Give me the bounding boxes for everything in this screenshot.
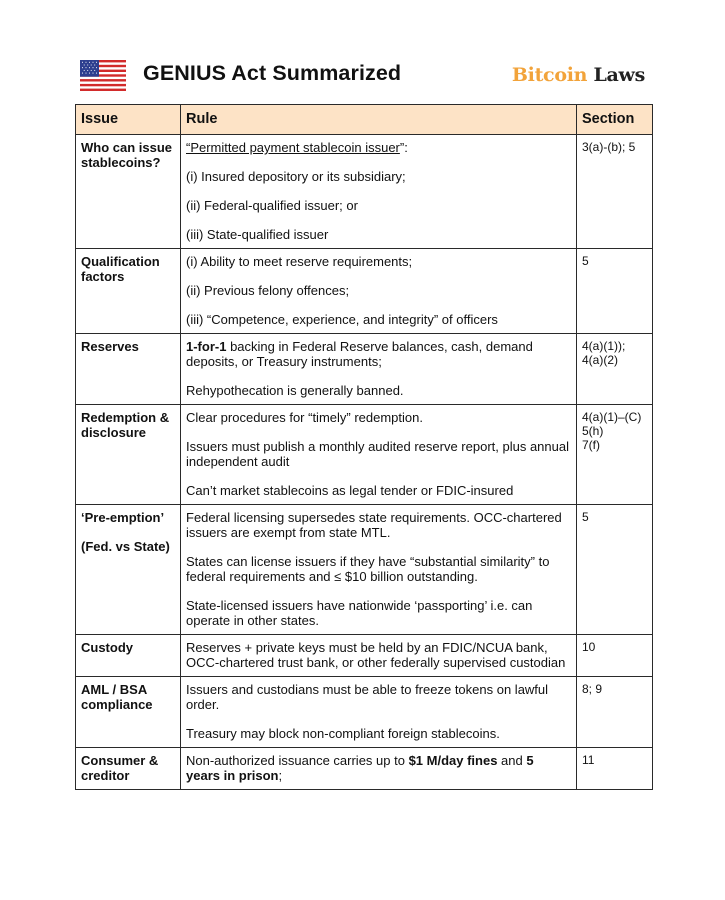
rule-paragraph: (iii) “Competence, experience, and integrity” of officers — [186, 312, 498, 327]
issue-text: Redemption & disclosure — [81, 410, 170, 440]
brand-part-2: Laws — [593, 64, 645, 86]
issue-text: Reserves — [81, 339, 139, 354]
rule-emphasis: $1 M/day fines — [408, 753, 498, 768]
rule-cell — [181, 135, 577, 249]
summary-table — [75, 104, 653, 790]
rule-cell — [181, 249, 577, 334]
table-row — [76, 405, 653, 505]
table-row — [76, 635, 653, 677]
issue-cell — [76, 635, 181, 677]
brand-part-1: Bitcoin — [511, 64, 588, 86]
rule-paragraph — [186, 140, 571, 155]
rule-paragraph: Clear procedures for “timely” redemption. — [186, 410, 423, 425]
rule-text: and — [497, 753, 527, 768]
rule-paragraph: Rehypothecation is generally banned. — [186, 383, 404, 398]
rule-paragraph: Issuers must publish a monthly audited reserve report, plus annual independent audit — [186, 439, 569, 469]
section-ref: 4(a)(1)); — [582, 339, 626, 353]
issue-text: ‘Pre-emption’ — [81, 510, 165, 525]
table-row — [76, 135, 653, 249]
rule-text: ; — [278, 768, 283, 783]
rule-text: backing in Federal Reserve balances, cash, demand deposits, or Treasury instruments; — [186, 339, 533, 369]
issue-subtext: (Fed. vs State) — [81, 539, 170, 554]
rule-paragraph: States can license issuers if they have “substantial similarity” to federal requirements and ≤ $10 billion outstanding. — [186, 554, 550, 584]
defined-term: “Permitted payment stablecoin issuer — [186, 140, 400, 155]
rule-emphasis: 1-for-1 — [186, 339, 227, 354]
section-ref: 8; 9 — [582, 682, 603, 696]
issue-cell — [76, 334, 181, 405]
section-cell — [577, 635, 653, 677]
rule-paragraph: (iii) State-qualified issuer — [186, 227, 329, 242]
table-row — [76, 249, 653, 334]
rule-cell — [181, 748, 577, 790]
issue-text: AML / BSA compliance — [81, 682, 153, 712]
page-title: GENIUS Act Summarized — [143, 61, 402, 85]
issue-cell — [76, 677, 181, 748]
section-cell — [577, 135, 653, 249]
rule-text: Non-authorized issuance carries up to — [186, 753, 409, 768]
section-ref: 7(f) — [582, 438, 600, 452]
rule-cell — [181, 635, 577, 677]
issue-text: Consumer & creditor — [81, 753, 159, 783]
issue-cell — [76, 748, 181, 790]
issue-text: Custody — [81, 640, 133, 655]
section-ref: 5 — [582, 510, 589, 524]
issue-text: Who can issue stablecoins? — [81, 140, 173, 170]
section-ref: 4(a)(1)–(C) — [582, 410, 642, 424]
rule-paragraph: (ii) Previous felony offences; — [186, 283, 350, 298]
rule-cell — [181, 505, 577, 635]
section-cell — [577, 505, 653, 635]
table-header-row — [76, 105, 653, 135]
rule-paragraph: Can’t market stablecoins as legal tender or FDIC-insured — [186, 483, 514, 498]
section-ref: 11 — [582, 753, 595, 767]
issue-cell — [76, 405, 181, 505]
rule-text: ”: — [399, 140, 408, 155]
rule-paragraph: (i) Insured depository or its subsidiary; — [186, 169, 406, 184]
rule-paragraph: Issuers and custodians must be able to freeze tokens on lawful order. — [186, 682, 549, 712]
section-cell — [577, 748, 653, 790]
issue-cell — [76, 505, 181, 635]
rule-paragraph: State-licensed issuers have nationwide ‘passporting’ i.e. can operate in other states. — [186, 598, 533, 628]
rule-paragraph — [186, 753, 571, 783]
section-ref: 3(a)-(b); 5 — [582, 140, 636, 154]
rule-paragraph — [186, 339, 571, 369]
section-ref: 5 — [582, 254, 589, 268]
section-cell — [577, 677, 653, 748]
rule-cell — [181, 677, 577, 748]
rule-paragraph: Federal licensing supersedes state requirements. OCC-chartered issuers are exempt from state MTL. — [186, 510, 562, 540]
column-header-rule: Rule — [181, 105, 577, 135]
us-flag-icon — [80, 60, 126, 91]
column-header-section: Section — [577, 105, 653, 135]
rule-paragraph: Treasury may block non-compliant foreign stablecoins. — [186, 726, 500, 741]
table-row — [76, 334, 653, 405]
table-row — [76, 748, 653, 790]
rule-paragraph: (i) Ability to meet reserve requirements; — [186, 254, 413, 269]
table-row — [76, 677, 653, 748]
issue-cell — [76, 135, 181, 249]
section-ref: 5(h) — [582, 424, 604, 438]
table-row — [76, 505, 653, 635]
brand-logo — [512, 64, 645, 86]
rule-paragraph: Reserves + private keys must be held by an FDIC/NCUA bank, OCC-chartered trust bank, or other federally supervised custodian — [186, 640, 566, 670]
rule-paragraph: (ii) Federal-qualified issuer; or — [186, 198, 358, 213]
section-cell — [577, 249, 653, 334]
section-cell — [577, 405, 653, 505]
issue-cell — [76, 249, 181, 334]
rule-cell — [181, 405, 577, 505]
issue-text: Qualification factors — [81, 254, 160, 284]
section-ref: 10 — [582, 640, 596, 654]
page-header — [0, 0, 725, 104]
rule-cell — [181, 334, 577, 405]
rule-emphasis: 5 years in prison — [186, 753, 534, 783]
section-cell — [577, 334, 653, 405]
section-ref: 4(a)(2) — [582, 353, 619, 367]
column-header-issue: Issue — [76, 105, 181, 135]
